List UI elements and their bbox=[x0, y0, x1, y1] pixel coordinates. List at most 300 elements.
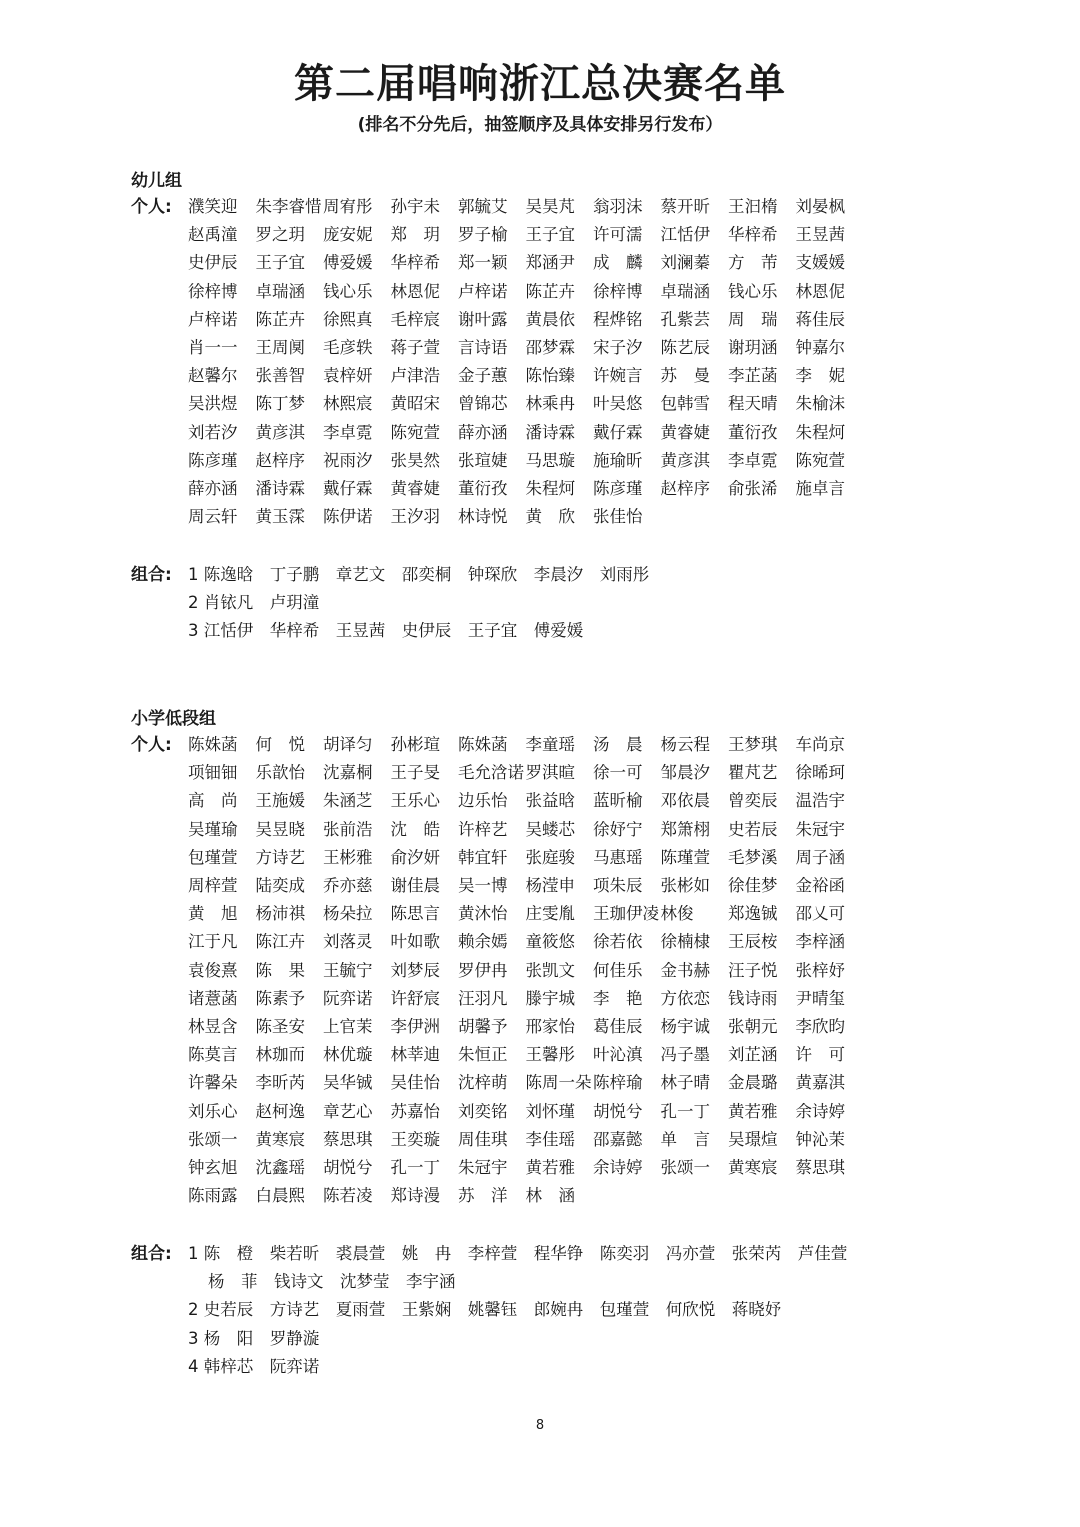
contestant-name: 孔一丁 bbox=[390, 1158, 440, 1178]
contestant-name: 罗之玥 bbox=[255, 225, 305, 245]
contestant-name: 赵梓序 bbox=[255, 450, 305, 470]
contestant-name: 林恩伲 bbox=[390, 281, 440, 301]
contestant-name: 章艺心 bbox=[323, 1101, 373, 1121]
contestant-name: 林恩伲 bbox=[795, 281, 845, 301]
contestant-name: 包韩雪 bbox=[660, 394, 710, 414]
contestant-name: 陈丁梦 bbox=[255, 394, 305, 414]
contestant-name: 刘乐心 bbox=[188, 1101, 238, 1121]
contestant-name: 施卓言 bbox=[795, 479, 845, 499]
contestant-name: 华梓希 bbox=[728, 225, 778, 245]
contestant-name: 潘诗霖 bbox=[525, 422, 575, 442]
contestant-name: 林俊 bbox=[660, 904, 694, 924]
name-list bbox=[188, 193, 991, 531]
group-list bbox=[188, 1240, 991, 1381]
contestant-name: 陈艺辰 bbox=[660, 338, 710, 358]
contestant-name: 黄睿婕 bbox=[660, 422, 710, 442]
contestant-name: 李梓涵 bbox=[795, 932, 845, 952]
contestant-name: 胡悦兮 bbox=[593, 1101, 643, 1121]
contestant-name: 罗伊冉 bbox=[458, 960, 508, 980]
contestant-name: 罗子榆 bbox=[458, 225, 508, 245]
contestant-name: 韩宜轩 bbox=[458, 847, 508, 867]
contestant-name: 俞张浠 bbox=[728, 479, 778, 499]
contestant-name: 袁梓妍 bbox=[323, 366, 373, 386]
contestant-name: 葛佳辰 bbox=[593, 1017, 643, 1037]
contestant-name: 濮笑迎 bbox=[188, 197, 238, 216]
contestant-name: 陈姝菡 bbox=[458, 735, 508, 754]
contestant-name: 白晨熙 bbox=[255, 1186, 305, 1206]
contestant-name: 黄玉霂 bbox=[255, 507, 305, 527]
contestant-name: 吴昊芃 bbox=[525, 197, 575, 216]
contestant-name: 马思璇 bbox=[525, 450, 575, 470]
contestant-name: 金裕函 bbox=[795, 876, 845, 896]
contestant-name: 林莘迪 bbox=[390, 1045, 440, 1065]
contestant-name: 项钿钿 bbox=[188, 763, 238, 783]
group-entry: 2 肖铱凡 卢玥潼 bbox=[188, 593, 320, 613]
contestant-name: 陈思言 bbox=[390, 904, 440, 924]
contestant-name: 李伊洲 bbox=[390, 1017, 440, 1037]
group-list bbox=[188, 561, 991, 646]
contestant-name: 张凯文 bbox=[525, 960, 575, 980]
contestant-name: 曾锦芯 bbox=[458, 394, 508, 414]
contestant-name: 乐歆怡 bbox=[255, 763, 305, 783]
contestant-name: 刘梦辰 bbox=[390, 960, 440, 980]
contestant-name: 马惠瑶 bbox=[593, 847, 643, 867]
contestant-name: 成 麟 bbox=[593, 253, 643, 273]
contestant-name: 朱程炣 bbox=[525, 479, 575, 499]
contestant-name: 林乘冉 bbox=[525, 394, 575, 414]
contestant-name: 高 尚 bbox=[188, 791, 238, 811]
contestant-name: 陈若凌 bbox=[323, 1186, 373, 1206]
contestant-name: 谢玥涵 bbox=[728, 338, 778, 358]
contestant-name: 江恬伊 bbox=[660, 225, 710, 245]
contestant-name: 张庭骏 bbox=[525, 847, 575, 867]
contestant-name: 林 涵 bbox=[525, 1186, 575, 1206]
contestant-name: 何 悦 bbox=[255, 735, 305, 754]
contestant-name: 王子旻 bbox=[390, 763, 440, 783]
contestant-name: 陈芷卉 bbox=[255, 309, 305, 329]
page-subtitle: (排名不分先后，抽签顺序及具体安排另行发布） bbox=[357, 115, 723, 135]
contestant-name: 黄彦淇 bbox=[660, 450, 710, 470]
contestant-name: 林优璇 bbox=[323, 1045, 373, 1065]
contestant-name: 方诗艺 bbox=[255, 847, 305, 867]
group-label: 组合: bbox=[131, 1244, 172, 1264]
group-label: 组合: bbox=[131, 565, 172, 585]
contestant-name: 陈宛萱 bbox=[390, 422, 440, 442]
contestant-name: 王汐羽 bbox=[390, 507, 440, 527]
contestant-name: 邵嘉懿 bbox=[593, 1129, 643, 1149]
contestant-name: 童筱悠 bbox=[525, 932, 575, 952]
name-list bbox=[188, 731, 991, 1210]
contestant-name: 史若辰 bbox=[728, 819, 778, 839]
contestant-name: 吴洪煜 bbox=[188, 394, 238, 414]
contestant-name: 庄雯胤 bbox=[525, 904, 575, 924]
contestant-name: 赵禹潼 bbox=[188, 225, 238, 245]
contestant-name: 张颂一 bbox=[188, 1129, 238, 1149]
contestant-name: 许 可 bbox=[795, 1045, 845, 1065]
contestant-name: 车尚京 bbox=[795, 735, 845, 754]
contestant-name: 张昊然 bbox=[390, 450, 440, 470]
contestant-name: 钟沁茉 bbox=[795, 1129, 845, 1149]
contestant-name: 程烨铭 bbox=[593, 309, 643, 329]
contestant-name: 沈梓萌 bbox=[458, 1073, 508, 1093]
contestant-name: 王奕璇 bbox=[390, 1129, 440, 1149]
individual-label: 个人: bbox=[131, 735, 172, 755]
contestant-name: 李欣昀 bbox=[795, 1017, 845, 1037]
contestant-name: 薛亦涵 bbox=[458, 422, 508, 442]
contestant-name: 陈彦瑾 bbox=[593, 479, 643, 499]
contestant-name: 温浩宇 bbox=[795, 791, 845, 811]
contestant-name: 汤 晨 bbox=[593, 735, 643, 754]
contestant-name: 吴一博 bbox=[458, 876, 508, 896]
contestant-name: 孔一丁 bbox=[660, 1101, 710, 1121]
contestant-name: 华梓希 bbox=[390, 253, 440, 273]
contestant-name: 吴璟煊 bbox=[728, 1129, 778, 1149]
contestant-name: 卢津浩 bbox=[390, 366, 440, 386]
contestant-name: 钱心乐 bbox=[728, 281, 778, 301]
contestant-name: 胡译匀 bbox=[323, 735, 373, 754]
contestant-name: 蒋佳辰 bbox=[795, 309, 845, 329]
contestant-name: 刘奕铭 bbox=[458, 1101, 508, 1121]
contestant-name: 郭毓艾 bbox=[458, 197, 508, 216]
contestant-name: 王辰桉 bbox=[728, 932, 778, 952]
contestant-name: 薛亦涵 bbox=[188, 479, 238, 499]
contestant-name: 叶沁滇 bbox=[593, 1045, 643, 1065]
contestant-name: 黄睿婕 bbox=[390, 479, 440, 499]
contestant-name: 毛梓宸 bbox=[390, 309, 440, 329]
contestant-name: 戴仔霖 bbox=[593, 422, 643, 442]
contestant-name: 沈 皓 bbox=[390, 819, 440, 839]
contestant-name: 孙宇未 bbox=[390, 197, 440, 216]
contestant-name: 叶如歌 bbox=[390, 932, 440, 952]
contestant-name: 刘澜蓁 bbox=[660, 253, 710, 273]
contestant-name: 蔡思琪 bbox=[323, 1129, 373, 1149]
contestant-name: 沈嘉桐 bbox=[323, 763, 373, 783]
contestant-name: 钱诗雨 bbox=[728, 988, 778, 1008]
contestant-name: 董衍孜 bbox=[458, 479, 508, 499]
contestant-name: 张彬如 bbox=[660, 876, 710, 896]
contestant-name: 金书赫 bbox=[660, 960, 710, 980]
contestant-name: 支媛媛 bbox=[795, 253, 845, 273]
contestant-name: 卢梓诺 bbox=[188, 309, 238, 329]
contestant-name: 王周阒 bbox=[255, 338, 305, 358]
contestant-name: 王乐心 bbox=[390, 791, 440, 811]
contestant-name: 言诗语 bbox=[458, 338, 508, 358]
contestant-name: 赵梓序 bbox=[660, 479, 710, 499]
contestant-name: 滕宇城 bbox=[525, 988, 575, 1008]
contestant-name: 宋子汐 bbox=[593, 338, 643, 358]
page-number: 8 bbox=[535, 1418, 545, 1433]
contestant-name: 赖余嫣 bbox=[458, 932, 508, 952]
contestant-name: 钟嘉尔 bbox=[795, 338, 845, 358]
contestant-name: 陈宛萱 bbox=[795, 450, 845, 470]
contestant-name: 陈周一朵 bbox=[525, 1073, 592, 1093]
contestant-name: 史伊辰 bbox=[188, 253, 238, 273]
contestant-name: 黄若雅 bbox=[728, 1101, 778, 1121]
contestant-name: 王馨彤 bbox=[525, 1045, 575, 1065]
contestant-name: 曾奕辰 bbox=[728, 791, 778, 811]
contestant-name: 陈 果 bbox=[255, 960, 305, 980]
contestant-name: 李芷菡 bbox=[728, 366, 778, 386]
contestant-name: 孙彬瑄 bbox=[390, 735, 440, 754]
contestant-name: 蔡思琪 bbox=[795, 1158, 845, 1178]
contestant-name: 郑一颖 bbox=[458, 253, 508, 273]
contestant-name: 冯子墨 bbox=[660, 1045, 710, 1065]
group-entry: 2 史若辰 方诗艺 夏雨萱 王紫娴 姚馨钰 郎婉冉 包瑾萱 何欣悦 蒋晓妤 bbox=[188, 1300, 782, 1320]
contestant-name: 乔亦慈 bbox=[323, 876, 373, 896]
contestant-name: 王梦琪 bbox=[728, 735, 778, 754]
individual-label: 个人: bbox=[131, 197, 172, 217]
contestant-name: 陈姝菡 bbox=[188, 735, 238, 754]
contestant-name: 陈梓瑜 bbox=[593, 1073, 643, 1093]
contestant-name: 张梓妤 bbox=[795, 960, 845, 980]
contestant-name: 苏 洋 bbox=[458, 1186, 508, 1206]
contestant-name: 陈芷卉 bbox=[525, 281, 575, 301]
contestant-name: 苏 曼 bbox=[660, 366, 710, 386]
contestant-name: 郑逸铖 bbox=[728, 904, 778, 924]
contestant-name: 黄寒宸 bbox=[255, 1129, 305, 1149]
contestant-name: 陈瑾萱 bbox=[660, 847, 710, 867]
contestant-name: 王施媛 bbox=[255, 791, 305, 811]
contestant-name: 黄晨依 bbox=[525, 309, 575, 329]
contestant-name: 陈怡臻 bbox=[525, 366, 575, 386]
contestant-name: 郑箫栩 bbox=[660, 819, 710, 839]
contestant-name: 方依恋 bbox=[660, 988, 710, 1008]
contestant-name: 李昕芮 bbox=[255, 1073, 305, 1093]
contestant-name: 王昱茜 bbox=[795, 225, 845, 245]
group-entry: 4 韩梓芯 阮弈诺 bbox=[188, 1356, 320, 1376]
contestant-name: 邹晨汐 bbox=[660, 763, 710, 783]
contestant-name: 杨朵拉 bbox=[323, 904, 373, 924]
contestant-name: 张佳怡 bbox=[593, 507, 643, 527]
kindergarten-groups bbox=[131, 561, 991, 646]
contestant-name: 黄嘉淇 bbox=[795, 1073, 845, 1093]
contestant-name: 林诗悦 bbox=[458, 507, 508, 527]
contestant-name: 林昱含 bbox=[188, 1017, 238, 1037]
contestant-name: 邓依晨 bbox=[660, 791, 710, 811]
contestant-name: 王汩楕 bbox=[728, 197, 778, 216]
contestant-name: 徐晞珂 bbox=[795, 763, 845, 783]
contestant-name: 张瑄婕 bbox=[458, 450, 508, 470]
contestant-name: 陈彦瑾 bbox=[188, 450, 238, 470]
contestant-name: 徐若依 bbox=[593, 932, 643, 952]
contestant-name: 周梓萱 bbox=[188, 876, 238, 896]
contestant-name: 王子宜 bbox=[255, 253, 305, 273]
contestant-name: 许馨朵 bbox=[188, 1073, 238, 1093]
contestant-name: 蓝昕榆 bbox=[593, 791, 643, 811]
contestant-name: 沈鑫瑶 bbox=[255, 1158, 305, 1178]
contestant-name: 余诗婷 bbox=[795, 1101, 845, 1121]
contestant-name: 陈雨露 bbox=[188, 1186, 238, 1206]
contestant-name: 郑涵尹 bbox=[525, 253, 575, 273]
contestant-name: 陈素予 bbox=[255, 988, 305, 1008]
contestant-name: 刘晏枫 bbox=[795, 197, 845, 216]
contestant-name: 徐梓博 bbox=[593, 281, 643, 301]
contestant-name: 叶吴悠 bbox=[593, 394, 643, 414]
contestant-name: 周 瑞 bbox=[728, 309, 778, 329]
contestant-name: 朱程炣 bbox=[795, 422, 845, 442]
contestant-name: 项朱辰 bbox=[593, 876, 643, 896]
contestant-name: 吴佳怡 bbox=[390, 1073, 440, 1093]
contestant-name: 袁俊熹 bbox=[188, 960, 238, 980]
contestant-name: 吴昱晓 bbox=[255, 819, 305, 839]
contestant-name: 俞汐妍 bbox=[390, 847, 440, 867]
contestant-name: 朱冠宇 bbox=[458, 1158, 508, 1178]
contestant-name: 余诗婷 bbox=[593, 1158, 643, 1178]
contestant-name: 吴华铖 bbox=[323, 1073, 373, 1093]
contestant-name: 苏嘉怡 bbox=[390, 1101, 440, 1121]
contestant-name: 江于凡 bbox=[188, 932, 238, 952]
contestant-name: 黄寒宸 bbox=[728, 1158, 778, 1178]
contestant-name: 陈伊诺 bbox=[323, 507, 373, 527]
contestant-name: 刘若汐 bbox=[188, 422, 238, 442]
contestant-name: 黄昭宋 bbox=[390, 394, 440, 414]
group-entry: 1 陈 橙 柴若昕 裘晨萱 姚 冉 李梓萱 程华铮 陈奕羽 冯亦萱 张荣芮 芦佳萱 bbox=[188, 1244, 848, 1263]
contestant-name: 胡悦兮 bbox=[323, 1158, 373, 1178]
contestant-name: 朱冠宇 bbox=[795, 819, 845, 839]
contestant-name: 许可濡 bbox=[593, 225, 643, 245]
contestant-name: 杨宇诚 bbox=[660, 1017, 710, 1037]
contestant-name: 谢叶露 bbox=[458, 309, 508, 329]
contestant-name: 毛彦轶 bbox=[323, 338, 373, 358]
contestant-name: 林珈而 bbox=[255, 1045, 305, 1065]
contestant-name: 戴仔霖 bbox=[323, 479, 373, 499]
contestant-name: 吴瑾瑜 bbox=[188, 819, 238, 839]
contestant-name: 徐梓博 bbox=[188, 281, 238, 301]
contestant-name: 邵梦霖 bbox=[525, 338, 575, 358]
section-title-primary-lower: 小学低段组 bbox=[131, 709, 216, 729]
contestant-name: 汪羽凡 bbox=[458, 988, 508, 1008]
contestant-name: 钱心乐 bbox=[323, 281, 373, 301]
contestant-name: 吴蝼芯 bbox=[525, 819, 575, 839]
contestant-name: 李卓霓 bbox=[728, 450, 778, 470]
contestant-name: 蒋子萱 bbox=[390, 338, 440, 358]
contestant-name: 张益晗 bbox=[525, 791, 575, 811]
contestant-name: 徐熙真 bbox=[323, 309, 373, 329]
contestant-name: 金子蕙 bbox=[458, 366, 508, 386]
contestant-name: 包瑾萱 bbox=[188, 847, 238, 867]
contestant-name: 卓瑞涵 bbox=[255, 281, 305, 301]
contestant-name: 赵柯逸 bbox=[255, 1101, 305, 1121]
contestant-name: 肖一一 bbox=[188, 338, 238, 358]
contestant-name: 孔紫芸 bbox=[660, 309, 710, 329]
section-title-kindergarten: 幼儿组 bbox=[131, 171, 182, 191]
group-entry: 杨 菲 钱诗文 沈梦莹 李宇涵 bbox=[208, 1272, 456, 1292]
contestant-name: 李童瑶 bbox=[525, 735, 575, 754]
contestant-name: 陈江卉 bbox=[255, 932, 305, 952]
contestant-name: 上官茉 bbox=[323, 1017, 373, 1037]
contestant-name: 黄彦淇 bbox=[255, 422, 305, 442]
contestant-name: 杨沛祺 bbox=[255, 904, 305, 924]
contestant-name: 刘怀瑾 bbox=[525, 1101, 575, 1121]
contestant-name: 董衍孜 bbox=[728, 422, 778, 442]
group-entry: 1 陈逸晗 丁子鹏 章艺文 邵奕桐 钟琛欣 李晨汐 刘雨彤 bbox=[188, 565, 650, 584]
contestant-name: 尹晴玺 bbox=[795, 988, 845, 1008]
contestant-name: 李 妮 bbox=[795, 366, 845, 386]
contestant-name: 王彬雅 bbox=[323, 847, 373, 867]
contestant-name: 林熙宸 bbox=[323, 394, 373, 414]
contestant-name: 李 艳 bbox=[593, 988, 643, 1008]
contestant-name: 陈圣安 bbox=[255, 1017, 305, 1037]
contestant-name: 周宥彤 bbox=[323, 197, 373, 216]
contestant-name: 邵乂可 bbox=[795, 904, 845, 924]
contestant-name: 朱李睿惜 bbox=[255, 197, 322, 216]
contestant-name: 谢佳晨 bbox=[390, 876, 440, 896]
contestant-name: 林子晴 bbox=[660, 1073, 710, 1093]
contestant-name: 王珈伊凌 bbox=[593, 904, 659, 924]
contestant-name: 程天晴 bbox=[728, 394, 778, 414]
contestant-name: 陈莫言 bbox=[188, 1045, 238, 1065]
kindergarten-individuals bbox=[131, 193, 991, 531]
contestant-name: 周云轩 bbox=[188, 507, 238, 527]
contestant-name: 何佳乐 bbox=[593, 960, 643, 980]
contestant-name: 张善智 bbox=[255, 366, 305, 386]
contestant-name: 黄沐怡 bbox=[458, 904, 508, 924]
contestant-name: 王毓宁 bbox=[323, 960, 373, 980]
contestant-name: 诸薏菡 bbox=[188, 988, 238, 1008]
contestant-name: 杨云程 bbox=[660, 735, 710, 754]
contestant-name: 卓瑞涵 bbox=[660, 281, 710, 301]
contestant-name: 单 言 bbox=[660, 1129, 710, 1149]
contestant-name: 邢家怡 bbox=[525, 1017, 575, 1037]
contestant-name: 许舒宸 bbox=[390, 988, 440, 1008]
contestant-name: 朱涵芝 bbox=[323, 791, 373, 811]
contestant-name: 金晨璐 bbox=[728, 1073, 778, 1093]
contestant-name: 汪子悦 bbox=[728, 960, 778, 980]
contestant-name: 卢梓诺 bbox=[458, 281, 508, 301]
contestant-name: 罗淇暄 bbox=[525, 763, 575, 783]
contestant-name: 徐妤宁 bbox=[593, 819, 643, 839]
contestant-name: 傅爱媛 bbox=[323, 253, 373, 273]
contestant-name: 郑诗漫 bbox=[390, 1186, 440, 1206]
contestant-name: 阮弈诺 bbox=[323, 988, 373, 1008]
contestant-name: 刘落灵 bbox=[323, 932, 373, 952]
contestant-name: 许梓艺 bbox=[458, 819, 508, 839]
contestant-name: 李佳瑶 bbox=[525, 1129, 575, 1149]
contestant-name: 方 芾 bbox=[728, 253, 778, 273]
contestant-name: 瞿芃艺 bbox=[728, 763, 778, 783]
contestant-name: 黄若雅 bbox=[525, 1158, 575, 1178]
contestant-name: 祝雨汐 bbox=[323, 450, 373, 470]
contestant-name: 毛允浛诺 bbox=[458, 763, 524, 783]
contestant-name: 朱恒正 bbox=[458, 1045, 508, 1065]
contestant-name: 边乐怡 bbox=[458, 791, 508, 811]
contestant-name: 张朝元 bbox=[728, 1017, 778, 1037]
contestant-name: 张颂一 bbox=[660, 1158, 710, 1178]
contestant-name: 胡馨予 bbox=[458, 1017, 508, 1037]
contestant-name: 徐佳梦 bbox=[728, 876, 778, 896]
contestant-name: 周子涵 bbox=[795, 847, 845, 867]
contestant-name: 黄 旭 bbox=[188, 904, 238, 924]
contestant-name: 蔡开昕 bbox=[660, 197, 710, 216]
contestant-name: 陆奕成 bbox=[255, 876, 305, 896]
page-title: 第二届唱响浙江总决赛名单 bbox=[294, 61, 786, 107]
contestant-name: 朱榆沫 bbox=[795, 394, 845, 414]
contestant-name: 王子宜 bbox=[525, 225, 575, 245]
group-entry: 3 杨 阳 罗静漩 bbox=[188, 1328, 320, 1348]
contestant-name: 郑 玥 bbox=[390, 225, 440, 245]
contestant-name: 周佳琪 bbox=[458, 1129, 508, 1149]
primary-lower-groups bbox=[131, 1240, 991, 1381]
contestant-name: 毛梦溪 bbox=[728, 847, 778, 867]
contestant-name: 杨滢申 bbox=[525, 876, 575, 896]
contestant-name: 潘诗霖 bbox=[255, 479, 305, 499]
contestant-name: 张前浩 bbox=[323, 819, 373, 839]
contestant-name: 李卓霓 bbox=[323, 422, 373, 442]
contestant-name: 黄 欣 bbox=[525, 507, 575, 527]
contestant-name: 施瑜昕 bbox=[593, 450, 643, 470]
contestant-name: 刘芷涵 bbox=[728, 1045, 778, 1065]
contestant-name: 赵馨尔 bbox=[188, 366, 238, 386]
